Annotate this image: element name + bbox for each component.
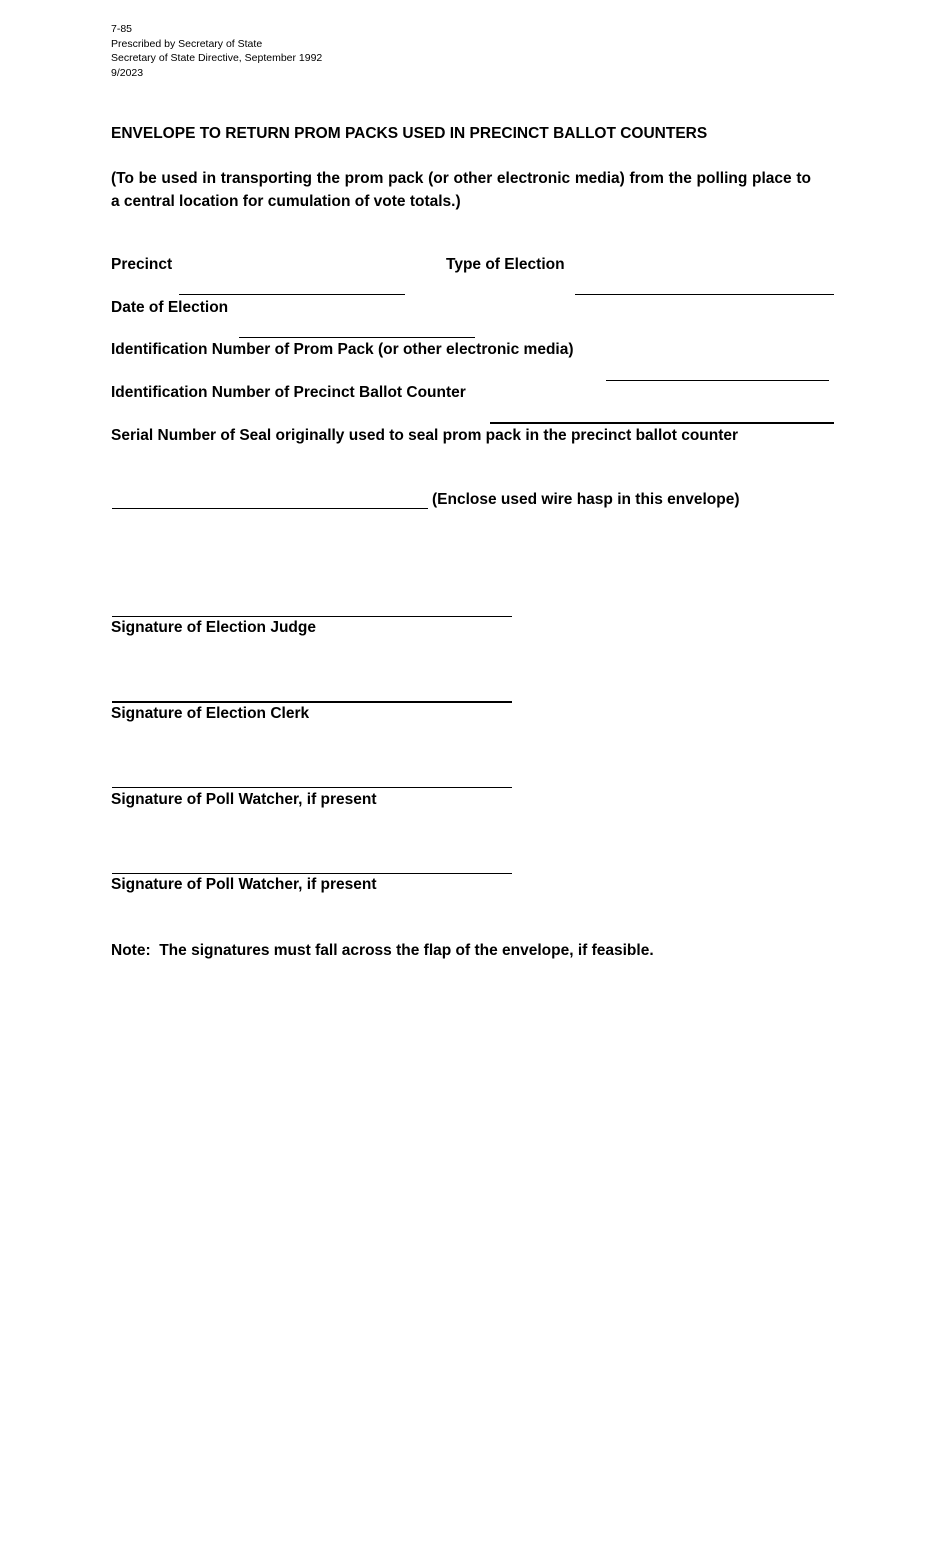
signature-note: Note: The signatures must fall across the flap of the envelope, if feasible. [111, 942, 654, 959]
clerk-signature-label: Signature of Election Clerk [111, 705, 310, 722]
form-number: 7-85 [111, 23, 133, 35]
seal-serial-label: Serial Number of Seal originally used to seal prom pack in the precinct ballot counter [111, 427, 739, 444]
poll-watcher-2-signature-label: Signature of Poll Watcher, if present [111, 876, 377, 893]
poll-watcher-1-signature-line[interactable] [112, 787, 512, 788]
clerk-signature-line[interactable] [112, 701, 512, 703]
instructions: (To be used in transporting the prom pack (or other electronic media) from the polling place to a central location for cumulation of vote totals.) [111, 170, 811, 210]
page-title: ENVELOPE TO RETURN PROM PACKS USED IN PRECINCT BALLOT COUNTERS [111, 125, 708, 142]
poll-watcher-2-signature-line[interactable] [112, 873, 512, 874]
directive: Secretary of State Directive, September 1992 [111, 52, 323, 64]
type-of-election-label: Type of Election [446, 256, 565, 273]
wire-hasp-note: (Enclose used wire hasp in this envelope) [432, 491, 740, 508]
poll-watcher-1-signature-label: Signature of Poll Watcher, if present [111, 791, 377, 808]
type-of-election-line[interactable] [575, 294, 834, 295]
prom-pack-id-label: Identification Number of Prom Pack (or other electronic media) [111, 341, 574, 358]
revision-date: 9/2023 [111, 67, 144, 79]
precinct-label: Precinct [111, 256, 173, 273]
prescribed-by: Prescribed by Secretary of State [111, 38, 263, 50]
judge-signature-line[interactable] [112, 616, 512, 617]
judge-signature-label: Signature of Election Judge [111, 619, 316, 636]
prom-pack-id-line[interactable] [606, 380, 829, 381]
ballot-counter-id-line[interactable] [490, 422, 834, 424]
seal-serial-line[interactable] [112, 508, 428, 509]
ballot-counter-id-label: Identification Number of Precinct Ballot Counter [111, 384, 466, 401]
date-of-election-line[interactable] [239, 337, 475, 338]
precinct-line[interactable] [179, 294, 405, 295]
date-of-election-label: Date of Election [111, 299, 229, 316]
